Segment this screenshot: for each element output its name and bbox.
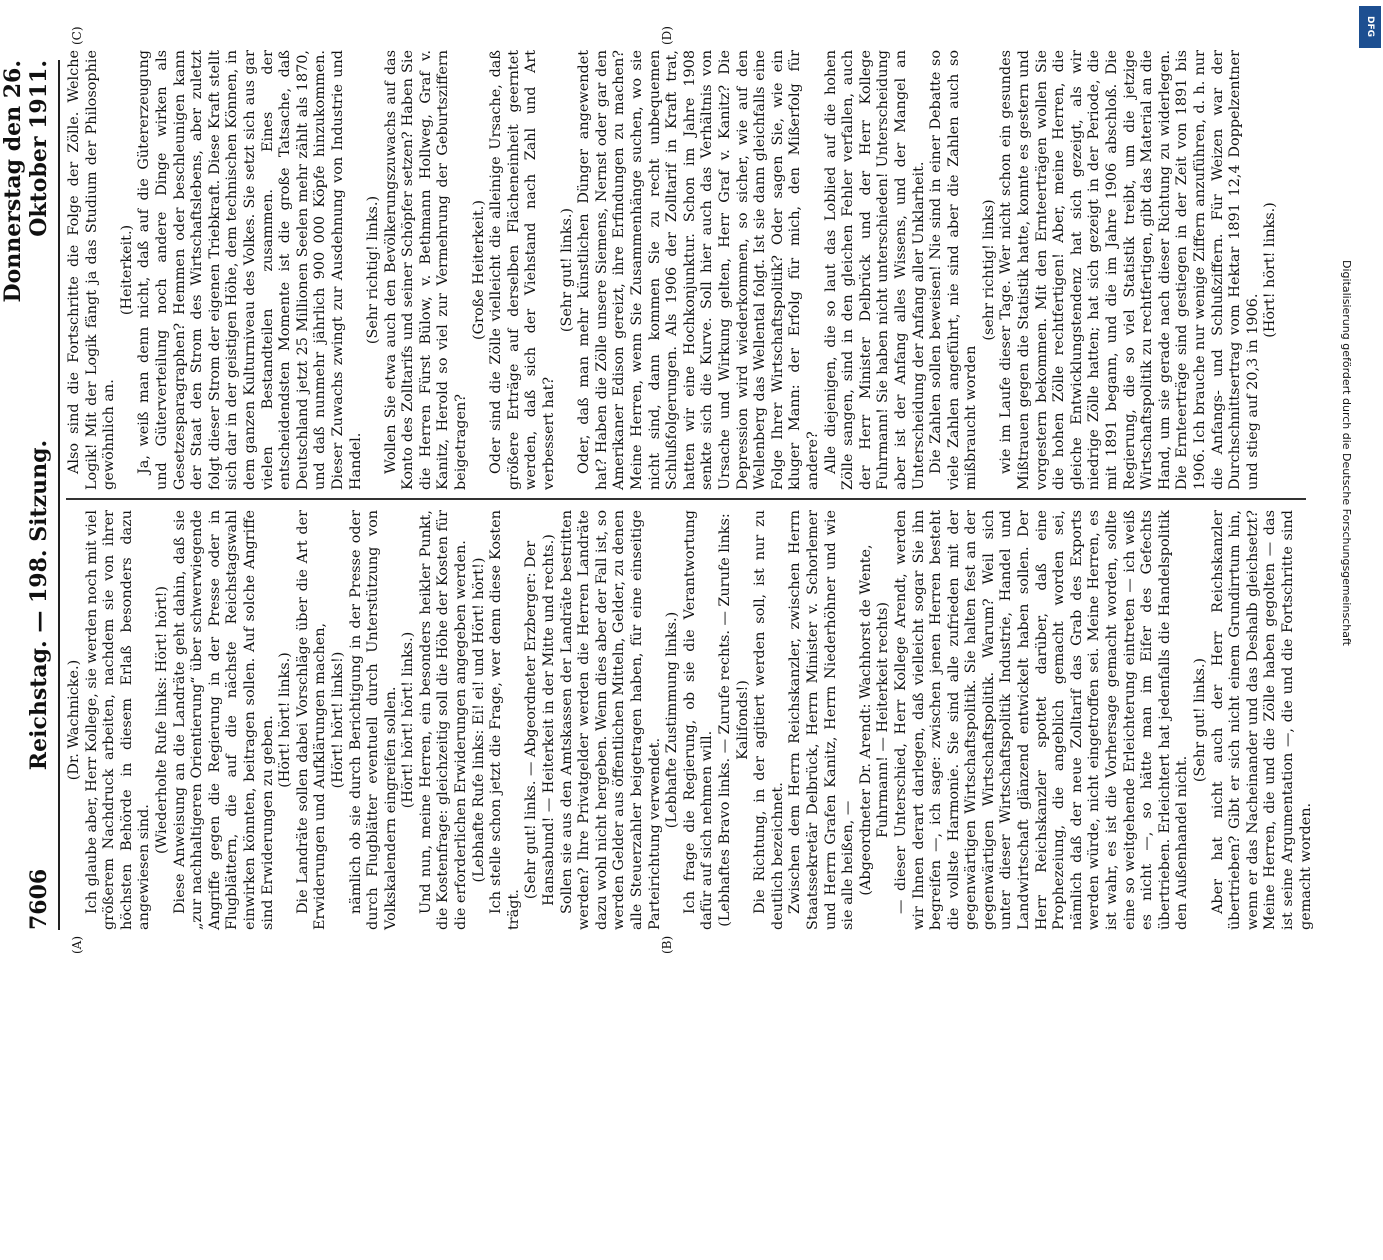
dfg-logo: DFG (1359, 6, 1381, 48)
paragraph: Oder sind die Zölle vielleicht die alleinige Ursache, daß größere Erträge auf derselben Flächeneinheit geerntet werden, daß sich der Viehstand nach Zahl und Art verbessert hat? (488, 50, 558, 490)
left-column (66, 510, 1315, 930)
session-date: Donnerstag den 26. Oktober 1911. (0, 60, 52, 303)
paragraph: Zwischen dem Herrn Reichskanzler, zwischen Herrn Staatssekretär Delbrück, Herrn Minister v. Schorlemer und Herrn Grafen Kanitz, Herrn Niederhöhner und wie sie alle heißen, — (787, 510, 857, 930)
paragraph: (Hört! hört! links!) (329, 651, 346, 789)
paragraph: (sehr richtig! links) (980, 199, 997, 341)
paragraph: Wollen Sie etwa auch den Bevölkerungszuwachs auf das Konto des Zolltarifs und seiner Schöpfer setzen? Haben Sie die Herren Fürst Bülow, v. Bethmann Hollweg, Graf v. Kanitz, Herold so viel zur Vermehrung der Geburtsziffern beigetragen? (382, 50, 470, 490)
paragraph: Aber hat nicht auch der Herr Reichskanzler übertrieben? Gibt er sich nicht einem Grundirrtum hin, wenn er das Nacheinander und das Deshalb gleichsetzt? Meine Herren, die und die Zölle haben gegolten — das ist seine Argumentation —, die und die Fortschritte sind gemacht worden. (1209, 510, 1314, 930)
side-credit (1333, 120, 1359, 1260)
paragraph: Ich frage die Regierung, ob sie die Verantwortung dafür auf sich nehmen will. (681, 510, 716, 930)
paragraph: (Lebhafte Zustimmung links.) (664, 611, 681, 829)
paragraph: (Hört! hört! links.) (277, 652, 294, 788)
page-number: 7606 (26, 868, 52, 930)
paragraph: Die Landräte sollen dabei Vorschläge über die Art der Erwiderungen und Aufklärungen machen, (294, 510, 329, 930)
column-divider (66, 498, 1306, 500)
page-header (0, 60, 52, 930)
paragraph: Also sind die Fortschritte die Folge der Zölle. Welche Logik! Mit der Logik fängt ja das Studium der Philosophie gewöhnlich an. (66, 50, 118, 490)
header-rule (58, 60, 60, 930)
margin-marker-b: (B) (660, 935, 674, 954)
paragraph: Die Zahlen sollen beweisen! Nie sind in einer Debatte so viele Zahlen angeführt, nie sind aber die Zahlen auch so mißbraucht worden (928, 50, 980, 490)
paragraph: (Dr. Wachnicke.) (66, 659, 82, 781)
paragraph: (Sehr gut! links.) (558, 207, 575, 333)
margin-marker-c: (C) (70, 26, 84, 45)
paragraph: (Große Heiterkeit.) (470, 200, 487, 341)
paragraph: (Wiederholte Rufe links: Hört! hört!) (153, 585, 170, 855)
paragraph: wie im Laufe dieser Tage. Wer nicht schon ein gesundes Mißtrauen gegen die Statistik hatte, konnte es gestern und vorgestern bekommen. Mit den Ernteerträgen wollen Sie die hohen Zölle rechtfertigen! Aber, meine Herren, die gleiche Entwicklungstendenz hat sich gezeigt, als wir niedrige Zölle hatten; hat sich gezeigt in der Periode, die mit 1891 begann, und die im Jahre 1906 abschloß. Die Regierung, die so viel Statistik treibt, um die jetzige Wirtschaftspolitik zu rechtfertigen, gibt das Material an die Hand, um sie gerade nach dieser Richtung zu widerlegen. Die Ernteerträge sind gestiegen in der Zeit von 1891 bis 1906. Ich brauche nur wenige Ziffern anzuführen, d. h. nur die Anfangs- und Schlußziffern. Für Weizen war der Durchschnittsertrag vom Hektar 1891 12,4 Doppelzentner und stieg auf 20,3 in 1906. (998, 50, 1261, 490)
digitization-note: Digitalisierung gefördert durch die Deutsche Forschungsgemeinschaft (1340, 260, 1353, 646)
paragraph: Und nun, meine Herren, ein besonders heikler Punkt, die Kostenfrage: gleichzeitig soll die Höhe der Kosten für die erforderlichen Erwiderungen angegeben werden. (417, 510, 470, 930)
paragraph: (Hört! hört! links.) (1262, 202, 1279, 338)
margin-marker-a: (A) (70, 935, 84, 954)
paragraph: Sollen sie aus den Amtskassen der Landräte bestritten werden? Ihre Privatgelder werden die Herren Landräte dazu wohl nicht hergeben. Wenn dies aber der Fall ist, so werden Gelder aus öffentlichen Mitteln, Gelder, zu denen alle Steuerzahler beigetragen haben, für eine einseitige Parteirichtung verwendet. (558, 510, 663, 930)
paragraph: (Sehr gut! links. — Abgeordneter Erzberger: Der Hansabund! — Heiterkeit in der Mitte und rechts.) (523, 534, 558, 906)
paragraph: (Lebhafte Rufe links: Ei! ei! und Hört! hört!) (470, 557, 487, 883)
paragraph: (Heiterkeit.) (118, 224, 135, 316)
paragraph: (Hört! hört! hört! links.) (400, 631, 417, 809)
paragraph: Oder, daß man mehr künstlichen Dünger angewendet hat? Haben die Zölle unsere Siemens, Nernst oder gar den Amerikaner Edison gereizt, ihre Erfindungen zu machen? Meine Herren, wenn Sie Zusammenhänge suchen, wo sie nicht sind, dann kommen Sie zu recht unbequemen Schlußfolgerungen. Als 1906 der Zolltarif in Kraft trat, hatten wir eine Hochkonjunktur. Schon im Jahre 1908 senkte sich die Kurve. Soll hier auch das Verhältnis von Ursache und Wirkung gelten, Herr Graf v. Kanitz? Die Depression wird wiederkommen, so sicher, wie auf den Wellenberg das Wellental folgt. Ist sie dann gleichfalls eine Folge Ihrer Wirtschaftspolitik? Oder sagen Sie, wie ein kluger Mann: der Erfolg für mich, den Mißerfolg für andere? (576, 50, 821, 490)
margin-marker-d: (D) (660, 26, 674, 45)
paragraph: Ich glaube aber, Herr Kollege, sie werden noch mit viel größerem Nachdruck arbeiten, nachdem sie von ihrer höchsten Behörde in diesem Erlaß besonders dazu angewiesen sind. (83, 510, 153, 930)
paragraph: (Sehr gut! links.) (1192, 657, 1208, 783)
paragraph: nämlich ob sie durch Berichtigung in der Presse oder durch Flugblätter eventuell durch Unterstützung von Volkskalendern eingreifen sollen. (347, 510, 399, 930)
right-column (66, 50, 1280, 490)
paragraph: (Sehr richtig! links.) (365, 195, 382, 345)
paragraph: Ja, weiß man denn nicht, daß auf die Gütererzeugung und Güterverteilung noch andere Dinge wirken als Gesetzesparagraphen? Hemmen oder beschleunigen kann der Staat den Strom des Wirtschaftslebens, aber zuletzt folgt dieser Strom der eigenen Triebkraft. Diese Kraft stellt sich dar in der geistigen Höhe, dem technischen Können, in dem ganzen Kulturniveau des Volkes. Sie setzt sich aus gar vielen Bestandteilen zusammen. Eines der entscheidendsten Momente ist die große Tatsache, daß Deutschland jetzt 25 Millionen Seelen mehr zählt als 1870, und daß nunmehr jährlich 900 000 Köpfe hinzukommen. Dieser Zuwachs zwingt zur Ausdehnung von Industrie und Handel. (136, 50, 364, 490)
paragraph: Diese Anweisung an die Landräte geht dahin, daß sie „zur nachhaltigeren Orientierung“ über schwerwiegende Angriffe gegen die Regierung in der Presse oder in Flugblättern, die auf die nächste Reichstagswahl einwirken könnten, beitragen sollen. Auf solche Angriffe sind Erwiderungen zu geben. (171, 510, 276, 930)
paragraph: Alle diejenigen, die so laut das Loblied auf die hohen Zölle sangen, sind in den gleichen Fehler verfallen, auch der Herr Minister Delbrück und der Herr Kollege Fuhrmann! Sie haben nicht unterschieden! Unterscheidung aber ist der Anfang alles Wissens, und der Mangel an Unterscheidung der Anfang aller Unklarheit. (822, 50, 927, 490)
session-title: Reichstag. — 198. Sitzung. (26, 439, 52, 771)
paragraph: Ich stelle schon jetzt die Frage, wer denn diese Kosten trägt. (488, 510, 522, 930)
paragraph: — dieser Unterschied, Herr Kollege Arendt, werden wir Ihnen derart darlegen, daß vielleicht sogar Sie ihn begreifen —, ich sage: zwischen jenen Herren besteht die vollste Harmonie. Sie sind alle zufrieden mit der gegenwärtigen Wirtschaftspolitik. Sie halten fest an der gegenwärtigen Wirtschaftspolitik. Warum? Weil sich unter dieser Wirtschaftspolitik Industrie, Handel und Landwirtschaft glänzend entwickelt haben sollen. Der Herr Reichskanzler spottet darüber, daß eine Prophezeiung, die angeblich gemacht worden sei, nämlich daß der neue Zolltarif das Grab des Exports werden würde, nicht eingetroffen sei. Meine Herren, es ist wahr, es ist die Vorhersage gemacht worden, sollte eine so weitgehende Erleichterung eintreten — ich weiß es nicht —, so hätte man im Eifer des Gefechts übertrieben. Erleichtert hat jedenfalls die Handelspolitik den Außenhandel nicht. (892, 510, 1191, 930)
paragraph: (Abgeordneter Dr. Arendt: Wachhorst de Wente, Fuhrmann! — Heiterkeit rechts) (857, 544, 892, 896)
paragraph: (Lebhaftes Bravo links. — Zurufe rechts. — Zurufe links: Kalifonds!) (716, 513, 751, 927)
paragraph: Die Richtung, in der agitiert werden soll, ist nur zu deutlich bezeichnet. (752, 510, 786, 930)
